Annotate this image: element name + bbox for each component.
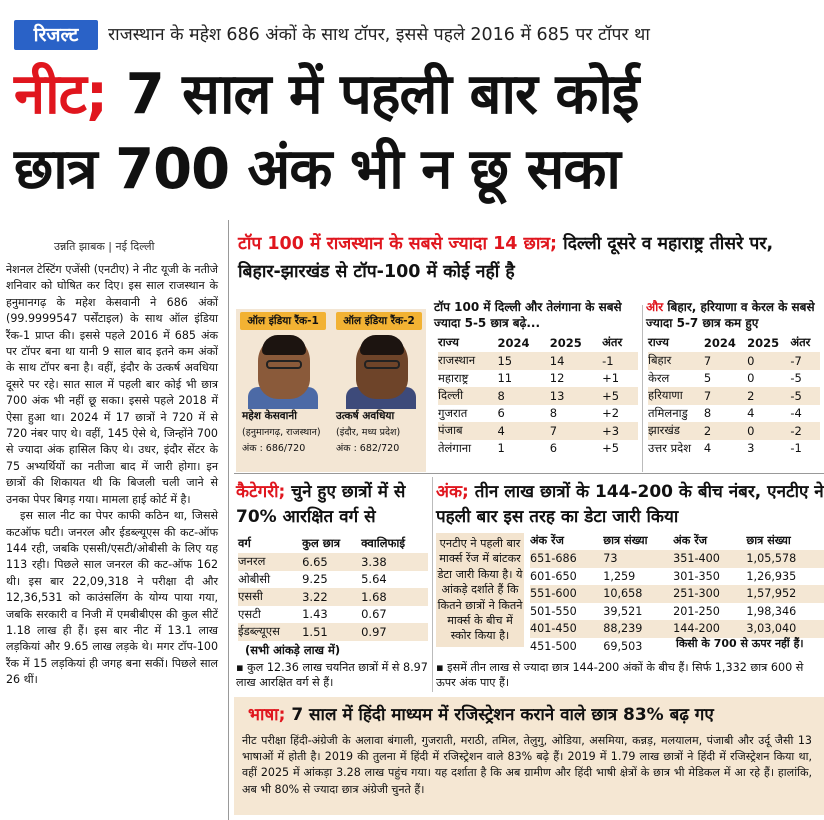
table-cell: 7 [550,422,602,440]
table-cell: -1 [790,441,802,456]
table-row [238,571,428,589]
table-row [438,440,638,458]
topper-1-rank: ऑल इंडिया रैंक-1 [240,312,326,330]
table-cell: राजस्थान [438,352,497,370]
table-cell: 14 [550,352,602,370]
category-table [238,534,428,641]
table-cell: 0 [747,352,790,370]
table-cell: -4 [790,406,802,421]
gain-header: 2024 [497,335,530,350]
category-title-text: चुने हुए छात्रों में से 70% आरक्षित वर्ग से [236,482,406,527]
lead-paragraph-1: नेशनल टेस्टिंग एजेंसी (एनटीए) ने नीट यूजी के नतीजे शनिवार को घोषित कर दिए। इस साल राजस्थान के हनुमानगढ़ के महेश केसवानी ने 686 अंकों (99.9999547 पर्सेंटाइल) के साथ ऑल इंडिया रैंक-1 प्राप्त की। इससे पहले 2016 में 685 अंक पर टॉपर बना था यानी 9 साल बाद इतने कम अंकों के साथ टॉपर बना है। वहीं, इंदौर के उत्कर्ष अवधिया दूसरे पर रहे। सात साल में पहली बार कोई भी छात्र 700 अंक भी नहीं छू सका। इससे पहले 2018 में ऐसा हुआ था। 2024 में 17 छात्रों ने 720 में से 720 नंबर पाए थे। वहीं, 145 ऐसे थे, जिन्होंने 700 से ज्यादा अंक हासिल किए थे। उधर, इंदौर सेंटर के 75 अभ्यर्थियों का नतीजा बाद में जारी होगा। इन छात्रों की शिकायत थी कि बिजली चली जाने से उनका पेपर बिगड़ गया। मामला हाई कोर्ट में है। [6,263,218,506]
table-row [438,370,638,388]
decline-header: 2025 [747,335,780,350]
table-cell: 601-650 [530,569,577,583]
table-cell: -5 [790,387,820,405]
table-cell: 251-300 [673,585,746,603]
category-title [236,480,426,530]
topper-2-photo [356,335,408,399]
table-cell: 0 [747,371,755,386]
table-cell: 3.38 [361,553,428,571]
table-cell: 6 [497,406,505,421]
table-row [530,620,824,638]
table-cell: 9.25 [302,572,328,587]
table-divider [642,305,643,472]
table-cell: दिल्ली [438,387,497,405]
table-cell: एसटी [238,606,261,621]
topper-photos [236,309,426,472]
table-cell: 73 [603,550,673,568]
table-row [530,550,824,568]
lead-paragraph-2: इस साल नीट का पेपर काफी कठिन था, जिससे कटऑफ घटी। जनरल और ईडब्ल्यूएस की कट-ऑफ 144 रही, जबकि एससी/एसटी/ओबीसी के लिए यह 113 रही। पिछले साल जनरल की कट-ऑफ 162 थी। इस बार 22,09,318 ने परीक्षा दी और 12,36,531 को काउंसलिंग के योग्य पाया गया, जबकि सरकारी व निजी में एमबीबीएस की कुल सीटें 1.18 लाख ही हैं। इस बार नीट में 13.1 लाख लड़कियां और 9.65 लाख लड़के थे। मगर टॉप-100 रैंक में 15 लड़कियां ही जगह बना सकीं। पिछले साल 26 थीं। [6,509,218,687]
decline-title-text: बिहार, हरियाणा व केरल के सबसे ज्यादा 5-7 छात्र कम हुए [646,300,815,330]
table-cell: 7 [704,387,747,405]
table-cell: 651-686 [530,550,603,568]
table-cell: 0 [747,422,790,440]
table-cell: ओबीसी [238,571,271,586]
table-cell: 1,26,935 [746,569,797,583]
table-cell: +2 [602,406,620,421]
table-cell: 15 [497,352,549,370]
table-cell: 0.97 [361,623,428,641]
category-header: वर्ग [238,536,251,550]
table-cell: 1,57,952 [746,585,824,603]
table-row [648,352,820,370]
table-cell: महाराष्ट्र [438,370,469,385]
table-cell: पंजाब [438,422,497,440]
table-cell: 351-400 [673,550,746,568]
table-cell: 4 [703,441,712,456]
table-cell: 144-200 [673,620,746,638]
table-cell: 8 [497,387,549,405]
table-row [648,440,820,458]
decline-table-title [646,299,822,331]
marks-header: छात्र संख्या [746,534,791,547]
marks-header: छात्र संख्या [603,534,648,547]
table-row [438,422,638,440]
table-cell: 1.68 [361,588,428,606]
byline: उन्नति झाबक | नई दिल्ली [54,240,155,253]
decline-title-red: और [646,300,664,314]
table-row [438,405,638,423]
table-cell: 8 [549,406,558,421]
topper-2-rank: ऑल इंडिया रैंक-2 [336,312,422,330]
category-header: क्वालिफाई [361,536,406,550]
topper-2-score: अंक : 682/720 [336,443,400,454]
table-cell: 13 [550,387,602,405]
table-cell: 4 [497,422,549,440]
marks-footer: ▪ इसमें तीन लाख से ज्यादा छात्र 144-200 अंकों के बीच हैं। सिर्फ 1,332 छात्र 600 से ऊपर अंक पाए हैं। [436,661,804,689]
marks-title-text: तीन लाख छात्रों के 144-200 के बीच नंबर, एनटीए ने पहली बार इस तरह का डेटा जारी किया [436,482,824,527]
table-row [238,606,428,624]
table-cell: 4 [747,406,755,421]
headline-line-2: छात्र 700 अंक भी न छू सका [14,137,620,202]
table-row [238,588,428,606]
table-cell: बिहार [648,352,704,370]
table-cell: 69,503 [603,639,643,653]
table-cell: 3 [747,441,755,456]
table-cell: तमिलनाडु [648,405,688,420]
table-cell: 1,05,578 [746,550,824,568]
topper-1-photo [258,335,310,399]
subheadline-rest: दिल्ली दूसरे व महाराष्ट्र तीसरे पर, बिहार-झारखंड से टॉप-100 में कोई नहीं है [238,234,774,282]
gain-header: अंतर [602,335,623,349]
topper-2-place: (इंदौर, मध्य प्रदेश) [336,427,401,438]
table-cell: 3,03,040 [746,620,824,638]
language-title-text: 7 साल में हिंदी माध्यम में रजिस्ट्रेशन कराने वाले छात्र 83% बढ़ गए [291,705,714,725]
category-footer: ▪ कुल 12.36 लाख चयनित छात्रों में से 8.97 लाख आरक्षित वर्ग से हैं। [236,661,428,689]
table-cell: 39,521 [603,604,643,618]
table-row [648,405,820,423]
language-title-red: भाषा; [248,705,286,725]
table-cell: 8 [703,406,712,421]
table-cell: 6 [549,441,558,456]
table-cell: 5 [703,371,712,386]
table-cell: 201-250 [673,604,720,618]
table-cell: जनरल [238,553,302,571]
table-cell: 501-550 [530,604,577,618]
table-cell: 1.51 [302,623,361,641]
table-row [648,422,820,440]
table-row [648,387,820,405]
lead-article [6,262,218,689]
decline-header: अंतर [790,335,811,349]
table-cell: 1,259 [603,569,636,583]
table-cell: 5.64 [361,572,387,587]
marks-header: अंक रेंज [673,534,708,547]
category-note: (सभी आंकड़े लाख में) [245,643,341,657]
table-row [648,370,820,388]
table-cell: एससी [238,588,302,606]
table-cell: +5 [602,387,638,405]
table-row [438,352,638,370]
subheadline [238,230,818,286]
marks-note: किसी के 700 से ऊपर नहीं हैं। [676,637,804,650]
table-cell: उत्तर प्रदेश [648,440,692,455]
table-cell: 7 [704,352,747,370]
table-cell: +5 [602,441,620,456]
marks-title-red: अंक; [436,482,469,502]
decline-table [648,333,820,457]
table-cell: +1 [602,371,620,386]
table-cell: -5 [790,371,802,386]
table-cell: ईडब्ल्यूएस [238,623,302,641]
table-cell: -7 [790,352,820,370]
gain-table-title: टॉप 100 में दिल्ली और तेलंगाना के सबसे ज्यादा 5-5 छात्र बढ़े... [434,300,622,330]
table-cell: हरियाणा [648,387,704,405]
marks-header: अंक रेंज [530,534,564,547]
table-cell: -2 [790,422,820,440]
table-cell: 88,239 [603,620,673,638]
table-cell: 1 [497,441,505,456]
table-cell: 301-350 [673,569,720,583]
marks-title [436,480,824,530]
decline-header: 2024 [703,335,736,350]
table-cell: झारखंड [648,422,704,440]
table-cell: 2 [747,387,790,405]
table-cell: 6.65 [302,553,361,571]
table-cell: 551-600 [530,585,603,603]
headline-tag: नीट; [14,62,108,127]
table-cell: 3.22 [302,588,361,606]
topper-2-name: उत्कर्ष अवधिया [336,410,395,422]
table-cell: 11 [497,371,513,386]
table-cell: तेलंगाना [438,440,472,455]
table-row [530,568,824,586]
subheadline-red: टॉप 100 में राजस्थान के सबसे ज्यादा 14 छात्र; [238,234,558,254]
gain-header: 2025 [549,335,582,350]
table-row [530,603,824,621]
table-cell: +3 [602,422,638,440]
headline-line1-text: 7 साल में पहली बार कोई [125,62,639,127]
topper-1-name: महेश केसवानी [242,410,297,422]
table-cell: 1,98,346 [746,604,797,618]
topper-1-score: अंक : 686/720 [242,443,306,454]
table-row [238,553,428,571]
category-header: कुल छात्र [302,536,341,550]
gain-table [438,333,638,457]
table-cell: 12 [549,371,565,386]
table-cell: -1 [602,352,638,370]
headline-line-1 [14,60,638,130]
marks-explainer: एनटीए ने पहली बार मार्क्स रेंज में बांटकर डेटा जारी किया है। ये आंकड़े दर्शाते हैं कि कितने छात्रों ने कितने मार्क्स के बीच में स्कोर किया है। [436,533,524,647]
table-cell: 1.43 [302,607,328,622]
table-cell: केरल [648,370,670,385]
table-cell: गुजरात [438,405,468,420]
topper-1-place: (हनुमानगढ़, राजस्थान) [242,427,321,438]
result-badge: रिजल्ट [14,20,98,50]
table-cell: 2 [704,422,747,440]
table-row [438,387,638,405]
category-title-red: कैटेगरी; [236,482,286,502]
table-row [238,623,428,641]
table-cell: 0.67 [361,607,387,622]
table-cell: 451-500 [530,639,577,653]
gain-header: राज्य [438,335,459,349]
decline-header: राज्य [648,335,669,349]
language-title [248,702,714,725]
language-body: नीट परीक्षा हिंदी-अंग्रेजी के अलावा बंगाली, गुजराती, मराठी, तमिल, तेलुगु, ओडिया, असमिया, कन्नड़, मलयालम, पंजाबी और उर्दू जैसी 13 भाषाओं में होती है। 2019 की तुलना में हिंदी में रजिस्ट्रेशन वाले 83% बढ़े हैं। 2019 में 1.79 लाख छात्रों ने हिंदी में रजिस्ट्रेशन किया था, वहीं 2025 में आंकड़ा 3.28 लाख पहुंच गया। यह दर्शाता है कि अब ग्रामीण और हिंदी भाषी क्षेत्रों के छात्र भी मेडिकल में आ रहे हैं। हालांकि, अब भी 80% से ज्यादा छात्र अंग्रेजी चुनते हैं। [242,734,812,796]
section-divider-vertical [432,477,433,692]
kicker-text: राजस्थान के महेश 686 अंकों के साथ टॉपर, इससे पहले 2016 में 685 पर टॉपर था [108,25,650,45]
table-cell: 401-450 [530,620,603,638]
column-divider [228,220,229,820]
section-divider [234,473,824,474]
table-cell: 10,658 [603,585,673,603]
table-row [530,585,824,603]
